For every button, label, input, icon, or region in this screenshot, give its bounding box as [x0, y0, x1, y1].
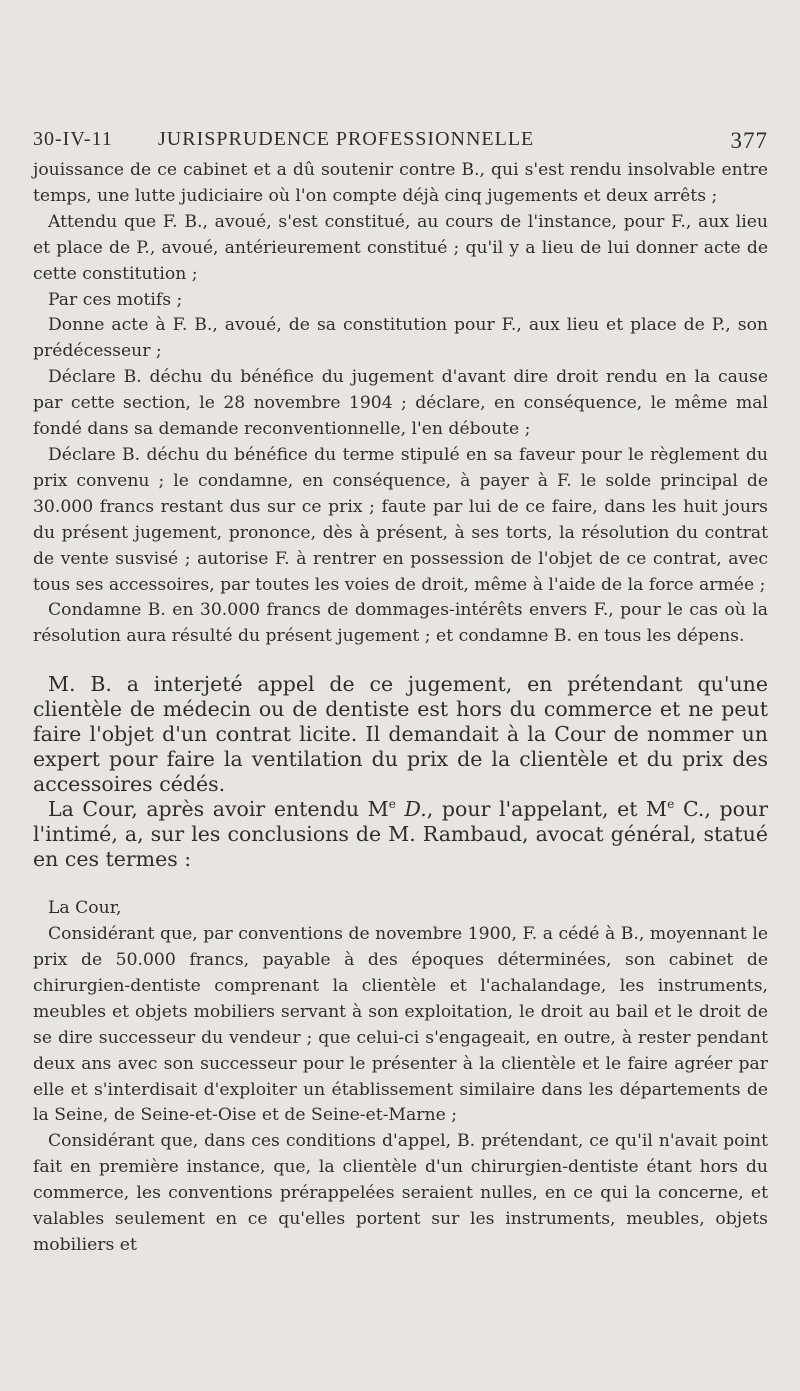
court-text-b: , pour l'appelant, et M [426, 797, 668, 822]
header-title: JURISPRUDENCE PROFESSIONNELLE [158, 128, 535, 150]
court-paragraph [33, 797, 768, 872]
paragraph: Par ces motifs ; [48, 289, 183, 310]
paragraph: jouissance de ce cabinet et a dû soutenir contre B., qui s'est rendu insolvable entre temps, une lutte judiciaire où l'on compte déjà cinq jugements et deux arrêts ; [33, 160, 768, 206]
running-header [33, 128, 768, 158]
paragraph: Attendu que F. B., avoué, s'est constitué, au cours de l'instance, pour F., aux lieu et place de P., avoué, antérieurement constitué ; qu'il y a lieu de lui donner acte de cette constitution ; [33, 211, 768, 284]
court-sup-2: e [667, 797, 675, 812]
lawyer-name: D. [404, 797, 427, 822]
court-sup-1: e [388, 797, 396, 812]
ruling-text [33, 896, 768, 1259]
court-text-a: La Cour, après avoir entendu M [48, 797, 389, 822]
paragraph: Condamne B. en 30.000 francs de dommages-intérêts envers F., pour le cas où la résolution aura résulté du présent jugement ; et condamne B. en tous les dépens. [33, 600, 768, 647]
page-body [33, 158, 768, 1259]
paragraph: Considérant que, dans ces conditions d'appel, B. prétendant, ce qu'il n'avait point fait en première instance, que, la clientèle d'un chirurgien-dentiste étant hors du commerce, les conventions prérappelées seraient nulles, en ce qui la concerne, et valables seulement en ce qu'elles portent sur les instruments, meubles, objets mobiliers et [33, 1131, 768, 1255]
page-number: 377 [730, 128, 768, 153]
paragraph: Considérant que, par conventions de novembre 1900, F. a cédé à B., moyennant le prix de 50.000 francs, payable à des époques déterminées, son cabinet de chirurgien-dentiste comprenant la clientèle et l'achalandage, les instruments, meubles et objets mobiliers servant à son exploitation, le droit au bail et le droit de se dire successeur du vendeur ; que celui-ci s'engageait, en outre, à rester pendant deux ans avec son successeur pour le présenter à la clientèle et le faire agréer par elle et s'interdisait d'exploiter un établissement similaire dans les départements de la Seine, de Seine-et-Oise et de Seine-et-Marne ; [33, 924, 768, 1126]
court-text-c: C., pour l'intimé, a, sur les conclusions de M. Rambaud, avocat général, statué en ces termes : [33, 797, 768, 872]
paragraph: Déclare B. déchu du bénéfice du terme stipulé en sa faveur pour le règlement du prix convenu ; le condamne, en conséquence, à payer à F. le solde principal de 30.000 francs restant dus sur ce prix ; faute par lui de ce faire, dans les huit jours du présent jugement, prononce, dès à présent, à ses torts, la résolution du contrat de vente susvisé ; autorise F. à rentrer en possession de l'objet de ce contrat, avec tous ses accessoires, par toutes les voies de droit, même à l'aide de la force armée ; [33, 444, 768, 595]
judgment-text [33, 158, 768, 650]
paragraph: Donne acte à F. B., avoué, de sa constitution pour F., aux lieu et place de P., son prédécesseur ; [33, 315, 768, 362]
paragraph: La Cour, [48, 898, 122, 919]
paragraph: Déclare B. déchu du bénéfice du jugement d'avant dire droit rendu en la cause par cette section, le 28 novembre 1904 ; déclare, en conséquence, le même mal fondé dans sa demande reconventionnelle, l'en déboute ; [33, 367, 768, 440]
narrative-text [33, 672, 768, 872]
appeal-paragraph: M. B. a interjeté appel de ce jugement, en prétendant qu'une clientèle de médecin ou de dentiste est hors du commerce et ne peut faire l'objet d'un contrat licite. Il demandait à la Cour de nommer un expert pour faire la ventilation du prix de la clientèle et du prix des accessoires cédés. [33, 672, 768, 797]
header-date: 30-IV-11 [33, 128, 113, 150]
